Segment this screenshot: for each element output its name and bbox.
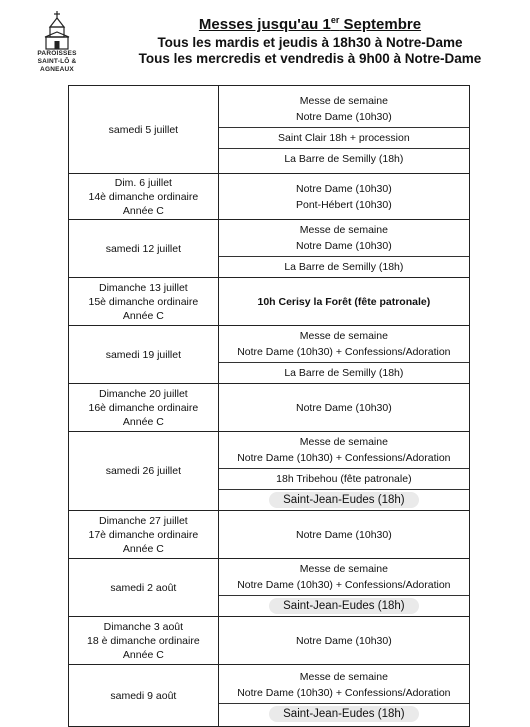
schedule-row (69, 665, 470, 727)
date-line: samedi 5 juillet (108, 123, 179, 136)
masses-cell (218, 278, 469, 326)
mass-entry (219, 326, 469, 362)
title-superscript: er (330, 15, 340, 25)
mass-line: Saint Clair 18h + procession (278, 131, 410, 144)
mass-line: Messe de semaine (299, 224, 388, 236)
mass-entry (219, 525, 469, 545)
page-title (110, 10, 510, 35)
masses-cell (218, 665, 469, 727)
date-cell (69, 220, 219, 278)
mass-line: Notre Dame (10h30) (296, 634, 392, 647)
date-line: Dimanche 3 août (103, 620, 184, 633)
masses-cell (218, 384, 469, 432)
schedule-row (69, 86, 470, 174)
date-line: samedi 9 août (110, 689, 177, 702)
schedule-row (69, 278, 470, 326)
date-line: Année C (122, 415, 164, 428)
date-line: 18 è dimanche ordinaire (87, 634, 200, 647)
mass-entry (219, 468, 469, 489)
schedule-row (69, 220, 470, 278)
date-line: samedi 12 juillet (105, 242, 182, 255)
mass-entry (219, 489, 469, 510)
date-cell (69, 86, 219, 174)
highlighted-mass: Saint-Jean-Eudes (18h) (269, 706, 418, 722)
date-line: Dimanche 13 juillet (99, 281, 188, 294)
mass-line: Pont-Hébert (10h30) (296, 198, 392, 211)
masses-cell (218, 559, 469, 617)
mass-entry (219, 703, 469, 724)
highlighted-mass: Saint-Jean-Eudes (18h) (269, 598, 418, 614)
mass-line: Messe de semaine (299, 94, 388, 107)
mass-line: Notre Dame (10h30) (296, 110, 392, 123)
date-cell (69, 559, 219, 617)
schedule-row (69, 511, 470, 559)
mass-line: La Barre de Semilly (18h) (284, 367, 404, 379)
date-line: samedi 26 juillet (105, 465, 182, 477)
date-cell (69, 511, 219, 559)
mass-entry (219, 148, 469, 169)
date-line: Dimanche 27 juillet (99, 514, 188, 527)
mass-line: Messe de semaine (299, 330, 388, 342)
date-line: Année C (122, 204, 164, 217)
mass-entry (219, 362, 469, 383)
title-text-end: Septembre (339, 16, 422, 33)
schedule-row (69, 384, 470, 432)
mass-entry (219, 398, 469, 418)
date-line: Dimanche 20 juillet (99, 387, 188, 400)
mass-line: Messe de semaine (299, 671, 388, 683)
logo-text-line1: PAROISSES (37, 50, 77, 57)
masses-cell (218, 617, 469, 665)
mass-line: Notre Dame (10h30) (296, 240, 392, 252)
mass-entry (219, 91, 469, 127)
mass-line: La Barre de Semilly (18h) (284, 152, 404, 165)
mass-line: Notre Dame (10h30) (296, 182, 392, 195)
mass-entry (219, 559, 469, 595)
mass-line: Notre Dame (10h30) (296, 401, 392, 414)
schedule-row (69, 617, 470, 665)
date-cell (69, 665, 219, 727)
masses-cell (218, 220, 469, 278)
mass-line: 10h Cerisy la Forêt (fête patronale) (257, 295, 431, 308)
mass-entry (219, 220, 469, 256)
date-line: Dim. 6 juillet (114, 176, 172, 189)
mass-entry (219, 256, 469, 277)
date-line: 14è dimanche ordinaire (88, 190, 199, 203)
mass-entry (219, 631, 469, 651)
mass-schedule-table (68, 85, 470, 727)
subtitle-line-1: Tous les mardis et jeudis à 18h30 à Notre-Dame (157, 35, 463, 50)
date-line: 16è dimanche ordinaire (88, 401, 199, 414)
mass-line (221, 598, 467, 614)
schedule-row (69, 326, 470, 384)
date-line: Année C (122, 542, 164, 555)
date-line: 17è dimanche ordinaire (88, 528, 199, 541)
mass-entry (219, 432, 469, 468)
date-cell (69, 617, 219, 665)
mass-line: Notre Dame (10h30) + Confessions/Adoration (237, 452, 451, 464)
mass-entry (219, 667, 469, 703)
mass-entry (219, 127, 469, 148)
header (110, 10, 510, 67)
masses-cell (218, 86, 469, 174)
mass-line (221, 492, 467, 508)
date-line: 15è dimanche ordinaire (88, 295, 199, 308)
schedule-row (69, 559, 470, 617)
mass-line: La Barre de Semilly (18h) (284, 261, 404, 273)
masses-cell (218, 326, 469, 384)
mass-entry (219, 179, 469, 215)
church-icon (43, 10, 71, 50)
mass-line: Notre Dame (10h30) (296, 528, 392, 541)
parish-logo (22, 10, 92, 74)
mass-line: Messe de semaine (299, 563, 388, 575)
mass-line (221, 706, 467, 722)
mass-line: Notre Dame (10h30) + Confessions/Adoration (237, 687, 451, 699)
date-cell (69, 432, 219, 511)
mass-line: Notre Dame (10h30) + Confessions/Adoration (237, 579, 451, 591)
masses-cell (218, 174, 469, 220)
mass-line: Messe de semaine (299, 436, 388, 448)
date-line: samedi 19 juillet (105, 348, 182, 361)
schedule-row (69, 432, 470, 511)
date-cell (69, 278, 219, 326)
highlighted-mass: Saint-Jean-Eudes (18h) (269, 492, 418, 508)
masses-cell (218, 511, 469, 559)
date-cell (69, 384, 219, 432)
subtitle-line-2: Tous les mercredis et vendredis à 9h00 à Notre-Dame (138, 51, 482, 66)
mass-entry (219, 595, 469, 616)
date-line: Année C (122, 309, 164, 322)
date-line: Année C (122, 648, 164, 661)
mass-line: 18h Tribehou (fête patronale) (276, 473, 412, 485)
logo-text-line2: SAINT-LÔ & AGNEAUX (37, 58, 77, 73)
date-cell (69, 326, 219, 384)
date-cell (69, 174, 219, 220)
schedule-body (69, 86, 470, 727)
masses-cell (218, 432, 469, 511)
mass-entry (219, 292, 469, 312)
schedule-row (69, 174, 470, 220)
mass-line: Notre Dame (10h30) + Confessions/Adoration (237, 346, 451, 358)
date-line: samedi 2 août (110, 581, 177, 594)
title-text: Messes jusqu'au 1 (198, 16, 331, 33)
